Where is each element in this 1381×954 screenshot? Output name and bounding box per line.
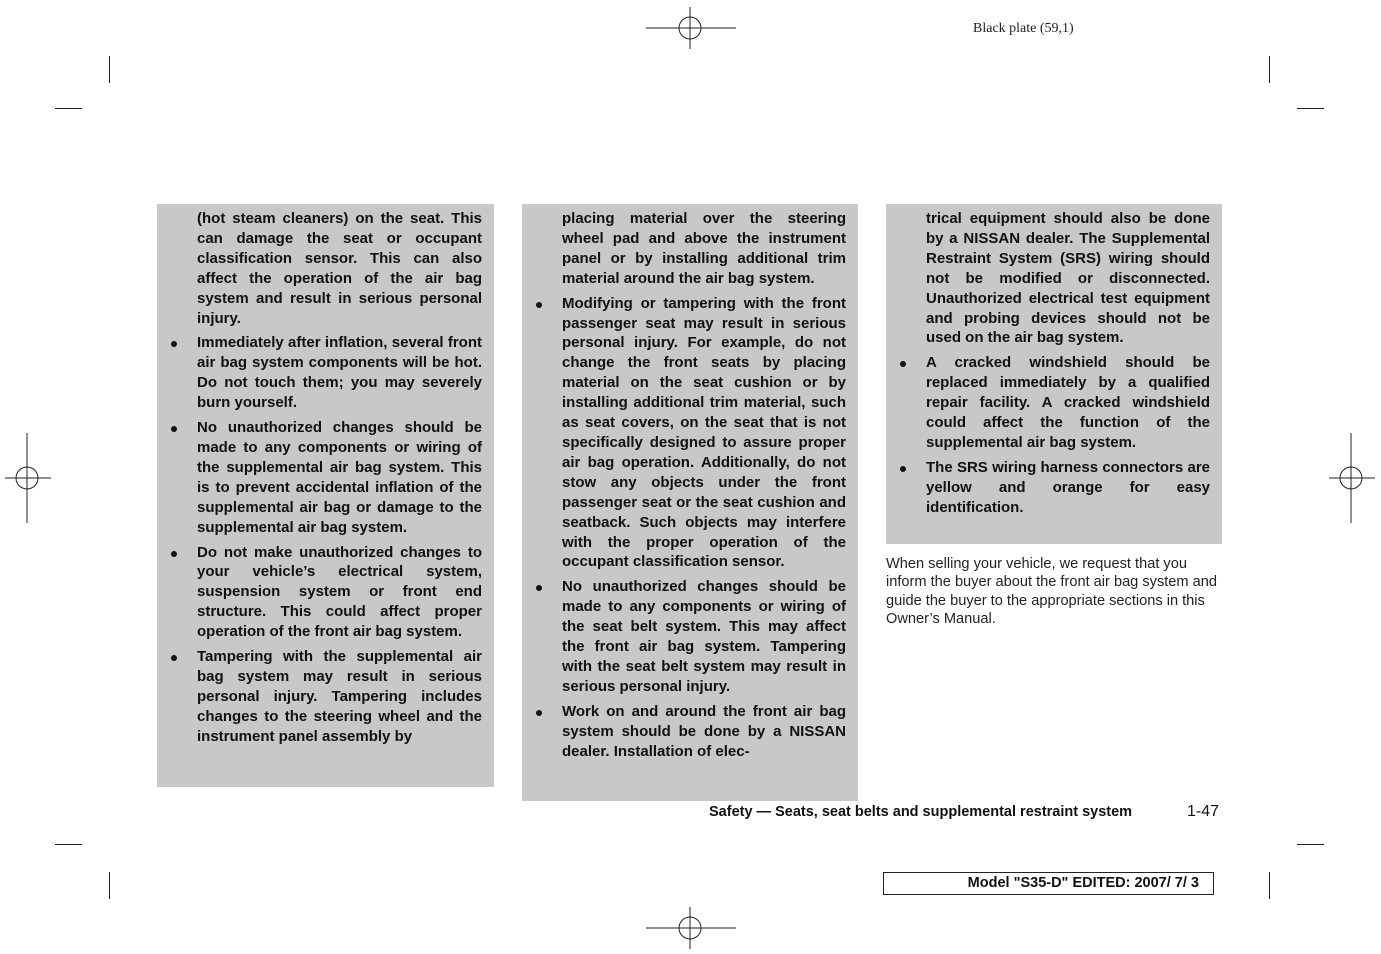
bullet-icon xyxy=(536,302,542,308)
warning-bullet-list xyxy=(522,294,846,762)
warning-continuation-text: (hot steam cleaners) on the seat. This can damage the seat or occupant classification sensor. This can also affect the operation of the air bag system and result in serious personal injury. xyxy=(197,210,482,327)
registration-mark-icon xyxy=(646,7,736,49)
crop-mark xyxy=(55,844,82,845)
list-item-text: No unauthorized changes should be made to any components or wiring of the seat belt system. This may affect the front air bag system. Tampering with the seat belt system may result in serious personal injury. xyxy=(562,578,846,695)
list-item-text: The SRS wiring harness connectors are yellow and orange for easy identification. xyxy=(926,458,1210,516)
list-item-text: Modifying or tampering with the front passenger seat may result in serious personal injury. For example, do not change the front seats by placing material on the seat cushion or by installing additional trim material, such as seat covers, on the seat that is not specifically designed to assure proper air bag operation. Additionally, do not stow any objects under the front passenger seat or the seat cushion and seatback. Such objects may interfere with the proper operation of the occupant classification sensor. xyxy=(562,294,846,571)
crop-mark xyxy=(1269,872,1270,899)
bullet-icon xyxy=(171,551,177,557)
list-item xyxy=(886,458,1210,518)
list-item xyxy=(886,353,1210,453)
bullet-icon xyxy=(171,655,177,661)
list-item xyxy=(157,647,482,747)
warning-box-column-2 xyxy=(522,204,858,801)
warning-box-column-3 xyxy=(886,204,1222,544)
list-item xyxy=(522,702,846,762)
list-item-text: Tampering with the supplemental air bag system may result in serious personal injury. Tampering includes changes to the steering wheel and the instrument panel assembly by xyxy=(197,648,482,745)
page-number: 1-47 xyxy=(1187,803,1220,820)
registration-mark-icon xyxy=(646,907,736,949)
list-item-text: No unauthorized changes should be made to any components or wiring of the supplemental air bag system. This is to prevent accidental inflation of the supplemental air bag or damage to the supplemental air bag system. xyxy=(197,419,482,536)
registration-mark-icon xyxy=(1329,433,1375,523)
crop-mark xyxy=(55,108,82,109)
list-item-text: A cracked windshield should be replaced immediately by a qualified repair facility. A cracked windshield could affect the function of the supplemental air bag system. xyxy=(926,354,1210,451)
warning-continuation-text: trical equipment should also be done by a NISSAN dealer. The Supplemental Restraint System (SRS) wiring should not be modified or disconnected. Unauthorized electrical test equipment and probing devices should not be used on the air bag system. xyxy=(926,210,1210,347)
body-paragraph: When selling your vehicle, we request that you inform the buyer about the front air bag system and guide the buyer to the appropriate sections in this Owner’s Manual. xyxy=(886,556,1217,628)
list-item xyxy=(522,577,846,696)
list-item-text: Immediately after inflation, several front air bag system components will be hot. Do not touch them; you may severely burn yourself. xyxy=(197,334,482,412)
crop-mark xyxy=(109,872,110,899)
bullet-icon xyxy=(900,466,906,472)
warning-bullet-list xyxy=(157,333,482,746)
list-item xyxy=(157,543,482,643)
bullet-icon xyxy=(536,710,542,716)
list-item xyxy=(522,294,846,573)
model-edit-box: Model "S35-D" EDITED: 2007/ 7/ 3 xyxy=(883,872,1214,895)
warning-box-column-1 xyxy=(157,204,494,787)
plate-label: Black plate (59,1) xyxy=(973,21,1074,36)
warning-continuation-text: placing material over the steering wheel pad and above the instrument panel or by installing additional trim material around the air bag system. xyxy=(562,210,846,287)
crop-mark xyxy=(1297,844,1324,845)
crop-mark xyxy=(1269,56,1270,83)
list-item-text: Work on and around the front air bag system should be done by a NISSAN dealer. Installation of elec- xyxy=(562,702,846,760)
list-item xyxy=(157,333,482,413)
list-item xyxy=(157,418,482,537)
list-item-text: Do not make unauthorized changes to your vehicle’s electrical system, suspension system or front end structure. This could affect proper operation of the front air bag system. xyxy=(197,543,482,641)
crop-mark xyxy=(109,56,110,83)
warning-bullet-list xyxy=(886,353,1210,517)
registration-mark-icon xyxy=(5,433,51,523)
section-title: Safety — Seats, seat belts and supplemental restraint system xyxy=(709,804,1133,820)
crop-mark xyxy=(1297,108,1324,109)
